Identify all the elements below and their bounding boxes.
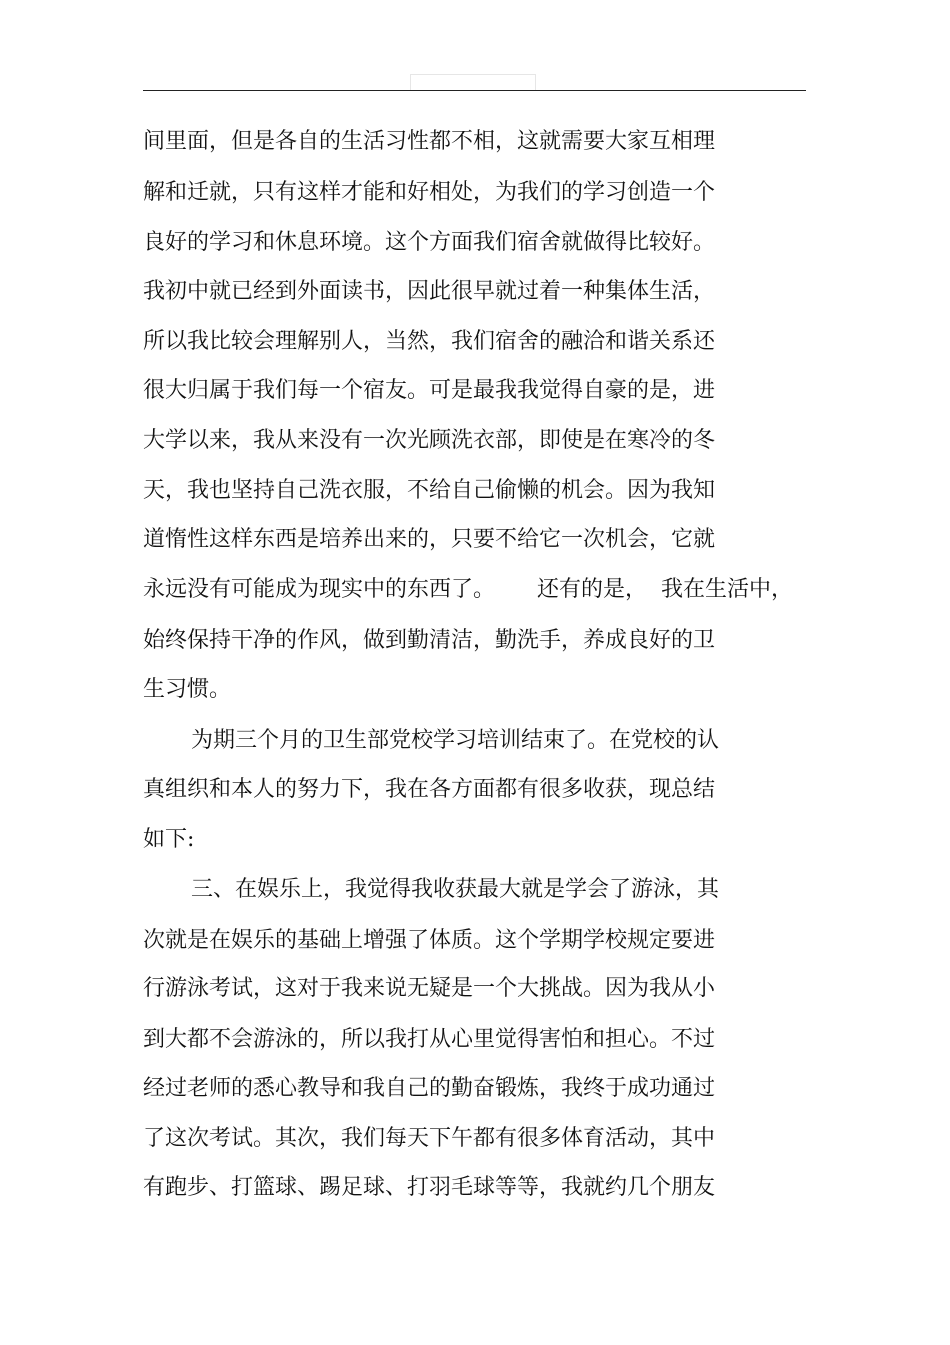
text-line: 有跑步、打篮球、踢足球、打羽毛球等等，我就约几个朋友 (143, 1175, 716, 1200)
text-line: 如下: (143, 827, 195, 852)
text-line: 天，我也坚持自己洗衣服，不给自己偷懒的机会。因为我知 (143, 478, 716, 503)
text-line: 我初中就已经到外面读书，因此很早就过着一种集体生活， (143, 279, 716, 304)
text-line: 很大归属于我们每一个宿友。可是最我我觉得自豪的是，进 (143, 378, 716, 403)
text-line: 了这次考试。其次，我们每天下午都有很多体育活动，其中 (143, 1126, 716, 1151)
text-line: 大学以来，我从来没有一次光顾洗衣部，即使是在寒冷的冬 (143, 428, 716, 453)
text-line: 良好的学习和休息环境。这个方面我们宿舍就做得比较好。 (143, 230, 716, 255)
text-line: 道惰性这样东西是培养出来的，只要不给它一次机会，它就 (143, 527, 716, 552)
text-line: 行游泳考试，这对于我来说无疑是一个大挑战。因为我从小 (143, 976, 716, 1001)
text-line: 间里面，但是各自的生活习性都不相，这就需要大家互相理 (143, 129, 716, 154)
text-line: 所以我比较会理解别人，当然，我们宿舍的融洽和谐关系还 (143, 329, 716, 354)
text-line: 经过老师的悉心教导和我自己的勤奋锻炼，我终于成功通过 (143, 1076, 716, 1101)
text-line: 解和迁就，只有这样才能和好相处，为我们的学习创造一个 (143, 180, 716, 205)
text-line: 次就是在娱乐的基础上增强了体质。这个学期学校规定要进 (143, 928, 716, 953)
paragraph-first-line: 三、在娱乐上，我觉得我收获最大就是学会了游泳，其 (191, 877, 720, 902)
header-rule (143, 90, 806, 91)
header-tab (410, 74, 536, 91)
text-line: 到大都不会游泳的，所以我打从心里觉得害怕和担心。不过 (143, 1027, 716, 1052)
paragraph-first-line: 为期三个月的卫生部党校学习培训结束了。在党校的认 (191, 728, 720, 753)
text-line: 真组织和本人的努力下，我在各方面都有很多收获，现总结 (143, 777, 716, 802)
text-line: 始终保持干净的作风，做到勤清洁，勤洗手，养成良好的卫 (143, 628, 716, 653)
text-line: 生习惯。 (143, 677, 232, 702)
text-line: 永远没有可能成为现实中的东西了。 还有的是， 我在生活中， (143, 577, 793, 602)
